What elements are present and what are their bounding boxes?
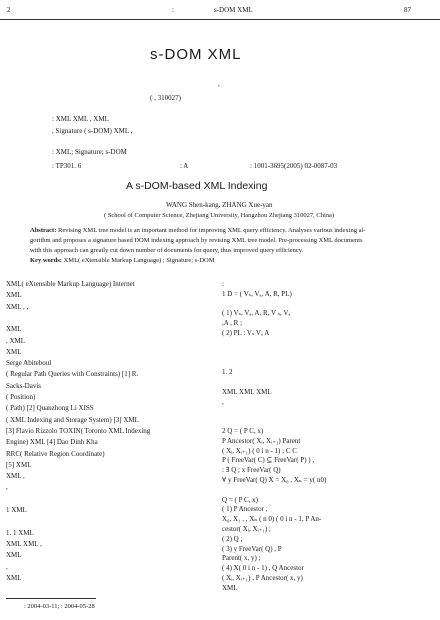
footnote-rule bbox=[6, 598, 96, 599]
right-col-line: XML bbox=[222, 583, 238, 592]
right-col-line: X₀, X₁ , , Xₙ ( n 0) ( 0 i n - 1, P An- bbox=[222, 515, 322, 524]
title-en: A s-DOM-based XML Indexing bbox=[126, 180, 268, 192]
left-col-line: [3] Flavio Rizzolo TOXIN( Toronto XML Indexing bbox=[6, 426, 151, 435]
left-col-line: XML , bbox=[6, 472, 25, 481]
left-col-line: ( Path) [2] Quanzhong Li XISS bbox=[6, 404, 94, 413]
right-col-line: ( 4) X( 0 i n - 1) , Q Ancestor bbox=[222, 564, 304, 573]
right-col-line: P ( FreeVar( C) ⊆ FreeVar( P) ) , bbox=[222, 456, 315, 465]
left-col-line: XML bbox=[6, 551, 22, 560]
right-col-line: 2 Q = ( P C, x) bbox=[222, 427, 264, 435]
left-col-line: XML XML , bbox=[6, 539, 42, 548]
right-col-line: ( Xᵢ, Xᵢ₊₁) , P Ancestor( x, y) bbox=[222, 574, 303, 582]
left-col-line: XML bbox=[6, 291, 22, 300]
page-number-right: 87 bbox=[404, 6, 411, 14]
right-col-line: ( 3) y FreeVar( Q) , P bbox=[222, 544, 282, 553]
left-col-line: XML( eXtensible Markup Language) Internet bbox=[6, 280, 135, 288]
left-col-line: [5] XML bbox=[6, 460, 32, 469]
right-col-line: Parent( x, y) ; bbox=[222, 554, 261, 563]
right-col-line: XML XML XML bbox=[222, 387, 272, 396]
article-id: : 1001-3695(2005) 02-0087-03 bbox=[250, 162, 338, 170]
clc-number: : TP301. 6 bbox=[52, 162, 82, 170]
left-col-line: XML bbox=[6, 573, 22, 582]
left-col-line: ( XML Indexing and Storage System) [3] XML bbox=[6, 415, 139, 424]
right-col-line: ( 2) PL : Vₛ Vₐ A bbox=[222, 329, 270, 337]
abstract-en-label: Abstract: bbox=[30, 227, 57, 234]
abstract-en-line-3: with this approach can greatly cut down number of documents for query, thus improved query efficiency. bbox=[30, 247, 304, 254]
left-col-line: 1 XML bbox=[6, 506, 27, 514]
title-cn: s-DOM XML bbox=[150, 46, 242, 63]
right-col-line: ( Xᵢ, Xᵢ₊₁) ( 0 i n - 1) ; C C bbox=[222, 446, 297, 455]
left-col-line: ( Regular Path Queries with Constraints) [1] R. bbox=[6, 370, 139, 379]
left-col-line: 1. 1 XML bbox=[6, 528, 34, 537]
keywords-en-line bbox=[30, 257, 215, 266]
right-col-line: ( 1) P Ancestor , bbox=[222, 505, 268, 514]
keywords-cn: : XML; Signature; s-DOM bbox=[52, 148, 127, 156]
left-col-line: , XML bbox=[6, 336, 26, 345]
left-col-line: , bbox=[6, 483, 8, 492]
abstract-en-text-1: Revising XML tree model is an important method for improving XML query efficiency. Analyses various indexing al- bbox=[57, 227, 366, 234]
right-col-line: : bbox=[222, 280, 224, 288]
left-col-line: RRC( Relative Region Coordinate) bbox=[6, 449, 105, 458]
footnote-dates: : 2004-03-11; : 2004-05-28 bbox=[24, 603, 95, 610]
right-col-line: ( 2) Q ; bbox=[222, 534, 243, 543]
left-col-line: ( Position) bbox=[6, 393, 36, 401]
right-col-line: ,A , R ; bbox=[222, 319, 243, 328]
right-col-line: 1 D = ( Vₛ, Vₐ, A, R, PL) bbox=[222, 289, 292, 298]
right-col-line: , bbox=[222, 397, 224, 406]
page-number-left: 2 bbox=[7, 6, 11, 14]
right-col-line: 1. 2 bbox=[222, 368, 233, 377]
abstract-cn-line-2: , Signature ( s-DOM) XML , bbox=[52, 127, 133, 135]
right-col-line: Q = ( P C, x) bbox=[222, 495, 258, 504]
left-col-line: Serge Abiteboul bbox=[6, 359, 52, 368]
keywords-en-text: XML( eXtensible Markup Language) ; Signature; s-DOM bbox=[63, 257, 215, 264]
left-col-line: Sacks-Davis bbox=[6, 381, 41, 390]
right-col-line: : ∃ Q ; x FreeVar( Q) bbox=[222, 466, 281, 475]
left-col-line: , bbox=[6, 562, 8, 571]
right-col-line: cestor( Xᵢ, Xᵢ₊₁) ; bbox=[222, 525, 271, 533]
abstract-en-line-1 bbox=[30, 227, 365, 236]
authors-en: WANG Shen-kang, ZHANG Xue-yan bbox=[166, 201, 273, 209]
left-col-line: XML , , bbox=[6, 302, 29, 311]
running-title: s-DOM XML bbox=[214, 6, 253, 14]
abstract-en-line-2: gorithm and proposes a signature based DOM indexing approach by revising XML tree model. Pre-processing XML documents bbox=[30, 237, 363, 244]
abstract-cn-line-1: : XML XML , XML bbox=[52, 115, 109, 123]
header-rule bbox=[0, 19, 440, 20]
document-code: : A bbox=[180, 162, 189, 170]
affiliation-cn: ( , 310027) bbox=[150, 94, 181, 102]
left-col-line: XML bbox=[6, 347, 22, 356]
right-col-line: ( 1) Vₛ, Vₐ, A, R, V ₛ, Vₐ bbox=[222, 309, 291, 318]
left-col-line: XML bbox=[6, 325, 22, 334]
right-col-line: ∀ y FreeVar( Q) X = X₀ , Xₙ = y( n0) bbox=[222, 476, 327, 484]
left-col-line: Engine) XML [4] Dao Dinh Kha bbox=[6, 438, 98, 447]
keywords-en-label: Key words: bbox=[30, 257, 62, 264]
header-colon: : bbox=[172, 6, 174, 14]
author-cn: , bbox=[218, 80, 220, 88]
affiliation-en: ( School of Computer Science, Zhejiang University, Hangzhou Zhejiang 310027, China) bbox=[104, 212, 335, 219]
right-col-line: P Ancestor( Xᵢ, Xᵢ₊₁) Parent bbox=[222, 436, 301, 445]
